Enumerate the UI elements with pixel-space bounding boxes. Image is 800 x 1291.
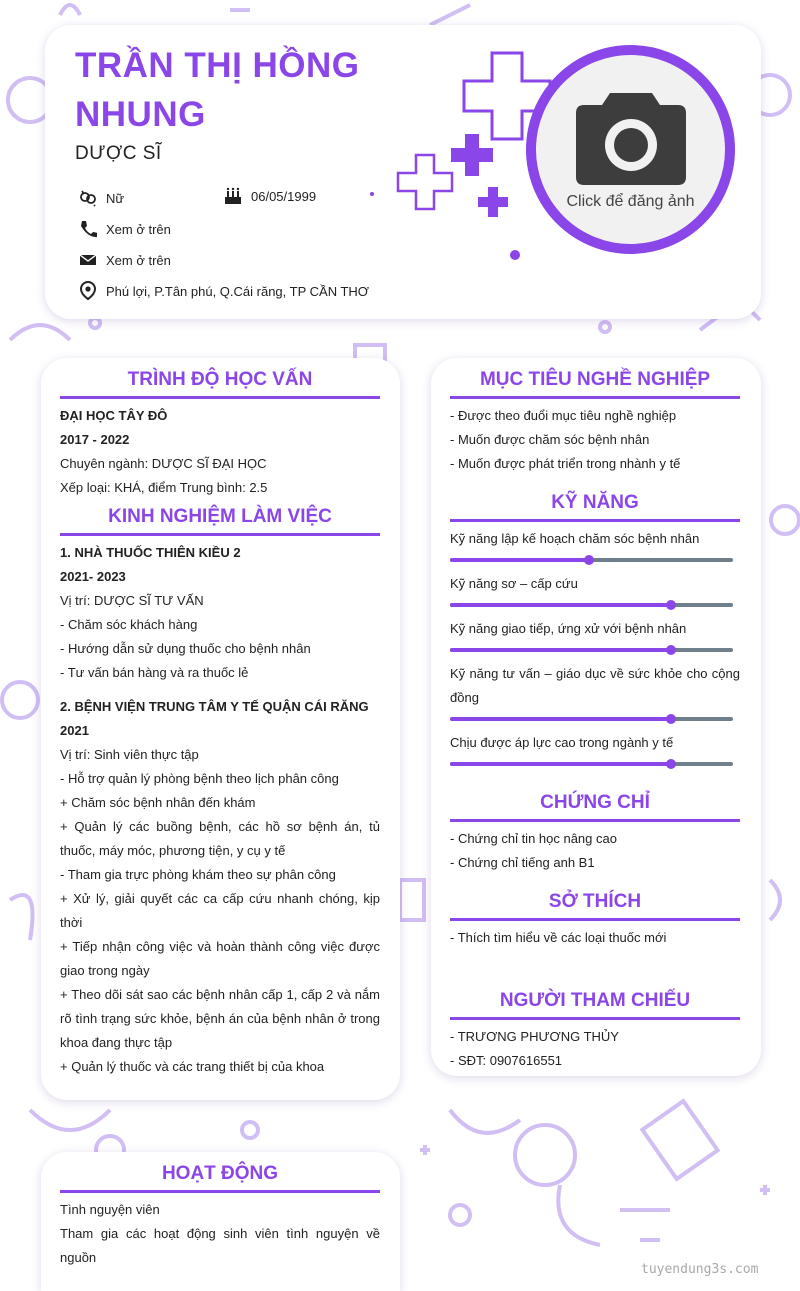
skill-label: Kỹ năng sơ – cấp cứu — [450, 576, 578, 591]
avatar-caption: Click để đăng ảnh — [566, 192, 695, 210]
activities-card — [41, 1152, 400, 1291]
job1-position: Vị trí: DƯỢC SĨ TƯ VẤN — [60, 593, 204, 608]
skill-level-fill — [450, 558, 589, 562]
objective-item: - Muốn được chăm sóc bệnh nhân — [450, 432, 650, 447]
avatar-upload[interactable] — [526, 45, 735, 254]
activity-description: Tham gia các hoạt động sinh viên tình nguyện về nguồn — [60, 1226, 380, 1265]
education-grade: Xếp loại: KHÁ, điểm Trung bình: 2.5 — [60, 480, 268, 495]
skill-bar — [450, 762, 733, 766]
skill-level-handle — [666, 759, 676, 769]
job2-task: + Quản lý các buồng bệnh, các hồ sơ bệnh án, tủ thuốc, máy móc, phương tiện, y cụ y tế — [60, 819, 380, 858]
hobby-item: - Thích tìm hiểu về các loại thuốc mới — [450, 930, 667, 945]
job2-task: + Xử lý, giải quyết các ca cấp cứu nhanh chóng, kịp thời — [60, 891, 380, 930]
candidate-name: TRẦN THỊ HỒNG NHUNG — [75, 46, 360, 134]
certificates-title: CHỨNG CHỈ — [540, 792, 650, 813]
skill-level-handle — [584, 555, 594, 565]
skill-label: Kỹ năng lập kế hoạch chăm sóc bệnh nhân — [450, 531, 700, 546]
job2-task: + Chăm sóc bệnh nhân đến khám — [60, 795, 256, 810]
certificates-divider — [450, 819, 740, 822]
skill-level-fill — [450, 648, 671, 652]
email-value: Xem ở trên — [106, 252, 171, 268]
camera-icon — [574, 89, 688, 187]
education-divider — [60, 396, 380, 399]
experience-title: KINH NGHIỆM LÀM VIỆC — [108, 506, 332, 527]
reference-divider — [450, 1017, 740, 1020]
skill-level-fill — [450, 603, 671, 607]
job1-years: 2021- 2023 — [60, 569, 126, 584]
job2-task: + Theo dõi sát sao các bệnh nhân cấp 1, cấp 2 và nắm rõ tình trạng sức khỏe, bệnh án của bệnh nhân ở trong khoa đang thực tập — [60, 987, 380, 1050]
skills-title: KỸ NĂNG — [551, 492, 639, 513]
location-pin-icon — [79, 281, 97, 301]
education-school: ĐẠI HỌC TÂY ĐÔ — [60, 408, 168, 423]
decor-dot — [370, 192, 374, 196]
skill-bar — [450, 558, 733, 562]
skill-bar — [450, 648, 733, 652]
skill-label: Chịu được áp lực cao trong ngành y tế — [450, 735, 674, 750]
skill-level-handle — [666, 645, 676, 655]
job2-task: + Quản lý thuốc và các trang thiết bị của khoa — [60, 1059, 325, 1074]
skill-level-handle — [666, 714, 676, 724]
phone-value: Xem ở trên — [106, 221, 171, 237]
birthday-cake-icon — [224, 187, 242, 205]
header-card — [45, 25, 761, 319]
skills-divider — [450, 519, 740, 522]
objective-title: MỤC TIÊU NGHỀ NGHIỆP — [479, 369, 711, 390]
decor-dot — [510, 250, 520, 260]
birthday-row — [224, 187, 316, 205]
left-column-card — [41, 358, 400, 1100]
reference-item: - SĐT: 0907616551 — [450, 1053, 563, 1068]
job2-name: 2. BỆNH VIỆN TRUNG TÂM Y TẾ QUẬN CÁI RĂNG — [60, 699, 369, 714]
address-row — [79, 281, 369, 301]
education-years: 2017 - 2022 — [60, 432, 130, 447]
skill-level-fill — [450, 717, 671, 721]
envelope-icon — [79, 251, 97, 269]
job2-task: + Tiếp nhận công việc và hoàn thành công việc được giao trong ngày — [60, 939, 380, 978]
activities-divider — [60, 1190, 380, 1193]
gender-icon — [79, 189, 97, 207]
phone-row — [79, 220, 171, 238]
education-title: TRÌNH ĐỘ HỌC VẤN — [127, 369, 313, 390]
education-major: Chuyên ngành: DƯỢC SĨ ĐẠI HỌC — [60, 456, 267, 471]
objective-item: - Muốn được phát triển trong nhành y tế — [450, 456, 681, 471]
phone-icon — [79, 220, 97, 238]
activities-title: HOẠT ĐỘNG — [161, 1163, 279, 1184]
objective-divider — [450, 396, 740, 399]
hobbies-title: SỞ THÍCH — [548, 891, 642, 912]
certificate-item: - Chứng chỉ tin học nâng cao — [450, 831, 617, 846]
objective-item: - Được theo đuổi mục tiêu nghề nghiệp — [450, 408, 677, 423]
email-row — [79, 251, 171, 269]
experience-divider — [60, 533, 380, 536]
job1-task: - Chăm sóc khách hàng — [60, 617, 198, 632]
skill-bar — [450, 603, 733, 607]
certificate-item: - Chứng chỉ tiếng anh B1 — [450, 855, 595, 870]
skill-bar — [450, 717, 733, 721]
watermark: tuyendung3s.com — [641, 1262, 759, 1277]
job1-task: - Hướng dẫn sử dụng thuốc cho bệnh nhân — [60, 641, 311, 656]
reference-item: - TRƯƠNG PHƯƠNG THỦY — [450, 1029, 619, 1044]
job1-name: 1. NHÀ THUỐC THIÊN KIỀU 2 — [60, 545, 241, 560]
skill-level-fill — [450, 762, 671, 766]
activity-role: Tình nguyện viên — [60, 1202, 160, 1217]
skill-label: Kỹ năng tư vấn – giáo dục về sức khỏe cho cộng đồng — [450, 666, 740, 705]
skill-label: Kỹ năng giao tiếp, ứng xử với bệnh nhân — [450, 621, 687, 636]
reference-title: NGƯỜI THAM CHIẾU — [499, 990, 691, 1011]
job2-task: - Hỗ trợ quản lý phòng bệnh theo lịch phân công — [60, 771, 339, 786]
hobbies-divider — [450, 918, 740, 921]
job-title: DƯỢC SĨ — [75, 143, 162, 164]
address-value: Phú lợi, P.Tân phú, Q.Cái răng, TP CẦN THƠ — [106, 283, 369, 299]
job2-position: Vị trí: Sinh viên thực tập — [60, 747, 199, 762]
job1-task: - Tư vấn bán hàng và ra thuốc lẻ — [60, 665, 249, 680]
birthday-value: 06/05/1999 — [251, 188, 317, 204]
job2-task: - Tham gia trực phòng khám theo sự phân công — [60, 867, 336, 882]
right-column-card — [431, 358, 761, 1076]
gender-value: Nữ — [106, 190, 125, 206]
gender-row — [79, 189, 124, 207]
job2-years: 2021 — [60, 723, 89, 738]
skill-level-handle — [666, 600, 676, 610]
